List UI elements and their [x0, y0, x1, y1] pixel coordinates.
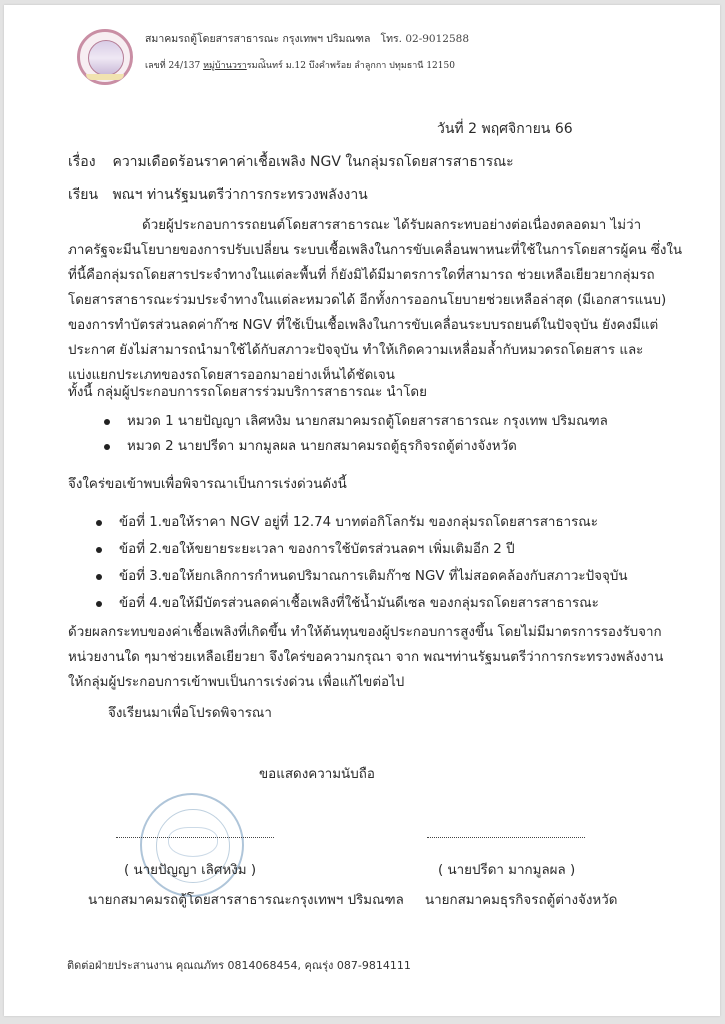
association-logo-icon: [77, 29, 133, 85]
letter-date: วันที่ 2 พฤศจิกายน 66: [437, 121, 573, 137]
bullet-icon: [96, 574, 102, 580]
subject-line: [68, 151, 514, 173]
paragraph-line: โดยสารสาธารณะร่วมประจำทางในแต่ละหมวดได้ อีกทั้งการออกนโยบายช่วยเหลือล่าสุด (มีเอกสารแนบ): [68, 293, 667, 308]
request-text: ข้อที่ 2.ขอให้ขยายระยะเวลา ของการใช้บัตรส่วนลดฯ เพิ่มเติมอีก 2 ปี: [119, 542, 515, 557]
signer-1-title: นายกสมาคมรถตู้โดยสารสาธารณะกรุงเทพฯ ปริมณฑล: [88, 893, 404, 908]
paragraph-line: ที่นี้คือกลุ่มรถโดยสารประจำทางในแต่ละพื้นที่ ก็ยังมิได้มีมาตรการใดที่สามารถ ช่วยเหลือเยียวยากลุ่มรถ: [68, 268, 655, 283]
paragraph-line: ประกาศ ยังไม่สามารถนำมาใช้ได้กับสภาวะปัจจุบัน ทำให้เกิดความเหลื่อมล้ำกับหมวดรถโดยสาร และ: [68, 343, 644, 358]
leader-text: หมวด 1 นายปัญญา เลิศหงิม นายกสมาคมรถตู้โดยสารสาธารณะ กรุงเทพ ปริมณฑล: [127, 414, 608, 429]
org-name: สมาคมรถตู้โดยสารสาธารณะ กรุงเทพฯ ปริมณฑล: [145, 33, 371, 45]
address-suffix: รมณ์ินทร์ ม.12 บึงคำพร้อย ลำลูกกา ปทุมธานี 12150: [246, 61, 455, 71]
bullet-icon: [96, 601, 102, 607]
bullet-icon: [104, 419, 110, 425]
contact-info: ติดต่อฝ่ายประสานงาน คุณณภัทร 0814068454, คุณรุ่ง 087-9814111: [67, 959, 411, 972]
subject-text: ความเดือดร้อนราคาค่าเชื้อเพลิง NGV ในกลุ่มรถโดยสารสาธารณะ: [112, 154, 514, 170]
requests-intro: จึงใคร่ขอเข้าพบเพื่อพิจารณาเป็นการเร่งด่วนดังนี้: [68, 477, 347, 492]
paragraph-line: ด้วยผู้ประกอบการรถยนต์โดยสารสาธารณะ ได้รับผลกระทบอย่างต่อเนื่องตลอดมา ไม่ว่า: [142, 218, 642, 233]
tel-label: โทร.: [380, 33, 402, 45]
paragraph-line: ด้วยผลกระทบของค่าเชื้อเพลิงที่เกิดขึ้น ทำให้ต้นทุนของผู้ประกอบการสูงขึ้น โดยไม่มีมาตรการรองรับจาก: [68, 625, 662, 640]
letterhead-org-line: [145, 30, 469, 47]
paragraph-line: ภาครัฐจะมีนโยบายของการปรับเปลี่ยน ระบบเชื้อเพลิงในการขับเคลื่อนพาหนะที่ใช้ในการโดยสารผู้คน ซึ่งใน: [68, 243, 683, 258]
address-underlined: หมู่บ้านวรา: [203, 61, 247, 71]
closing-salutation: ขอแสดงความนับถือ: [259, 767, 375, 782]
leader-text: หมวด 2 นายปรีดา มากมูลผล นายกสมาคมรถตู้ธุรกิจรถตู้ต่างจังหวัด: [127, 439, 517, 454]
tel-number: 02-9012588: [405, 33, 469, 45]
body-paragraph-2: [68, 620, 668, 695]
signature-line-1: [116, 837, 274, 838]
subject-label: เรื่อง: [68, 154, 96, 170]
bullet-icon: [96, 547, 102, 553]
signer-1-name: ( นายปัญญา เลิศหงิม ): [124, 863, 257, 878]
letter-page: [4, 5, 720, 1016]
recipient-line: [68, 184, 368, 206]
paragraph-line: ให้กลุ่มผู้ประกอบการเข้าพบเป็นการเร่งด่วน เพื่อแก้ไขต่อไป: [68, 675, 405, 690]
signer-2-name: ( นายปรีดา มากมูลผล ): [438, 863, 576, 878]
signature-line-2: [427, 837, 585, 838]
recipient-text: พณฯ ท่านรัฐมนตรีว่าการกระทรวงพลังงาน: [112, 187, 368, 203]
request-text: ข้อที่ 1.ขอให้ราคา NGV อยู่ที่ 12.74 บาทต่อกิโลกรัม ของกลุ่มรถโดยสารสาธารณะ: [119, 515, 598, 530]
address-prefix: เลขที่ 24/137: [145, 61, 204, 71]
request-text: ข้อที่ 3.ขอให้ยกเลิกการกำหนดปริมาณการเติมก๊าซ NGV ที่ไม่สอดคล้องกับสภาวะปัจจุบัน: [119, 569, 628, 584]
paragraph-line: หน่วยงานใด ๆมาช่วยเหลือเยียวยา จึงใคร่ขอความกรุณา จาก พณฯท่านรัฐมนตรีว่าการกระทรวงพลังงาน: [68, 650, 664, 665]
bullet-icon: [96, 520, 102, 526]
paragraph-line: แบ่งแยกประเภทของรถโดยสารออกมาอย่างเห็นได้ชัดเจน: [68, 368, 395, 383]
paragraph-line: ของการทำบัตรส่วนลดค่าก๊าซ NGV ที่ใช้เป็นเชื้อเพลิงในการขับเคลื่อนระบบรถยนต์ในปัจจุบัน ยังคงมีแต่: [68, 318, 659, 333]
signer-2-title: นายกสมาคมธุรกิจรถตู้ต่างจังหวัด: [425, 893, 618, 908]
request-text: ข้อที่ 4.ขอให้มีบัตรส่วนลดค่าเชื้อเพลิงที่ใช้น้ำมันดีเซล ของกลุ่มรถโดยสารสาธารณะ: [119, 596, 599, 611]
request-consideration: จึงเรียนมาเพื่อโปรดพิจารณา: [108, 706, 272, 721]
leaders-intro: ทั้งนี้ กลุ่มผู้ประกอบการรถโดยสารร่วมบริการสาธารณะ นำโดย: [68, 385, 427, 400]
recipient-label: เรียน: [68, 187, 99, 203]
body-paragraph-1: [68, 213, 683, 388]
bullet-icon: [104, 444, 110, 450]
association-seal-icon: [140, 793, 244, 897]
letterhead-address: [145, 58, 455, 72]
